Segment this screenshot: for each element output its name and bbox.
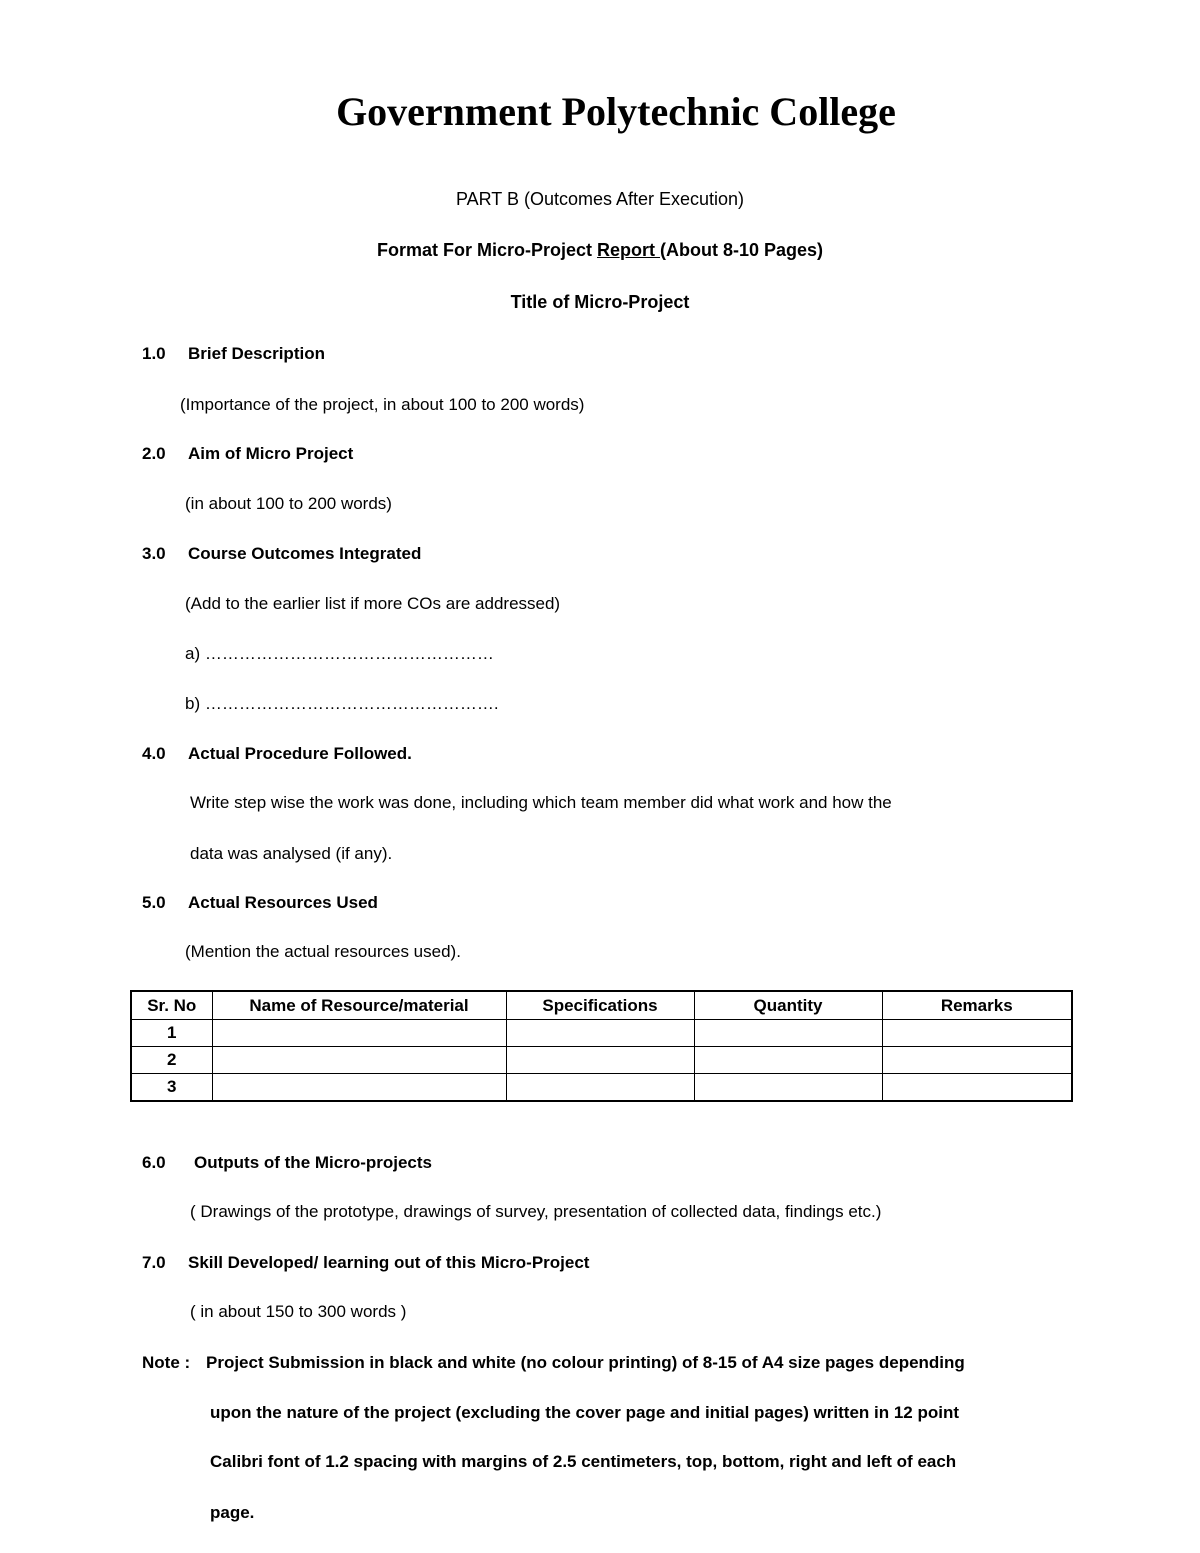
table-cell: 2 xyxy=(131,1047,212,1074)
table-cell xyxy=(882,1074,1072,1102)
section-heading: Skill Developed/ learning out of this Micro-Project xyxy=(188,1253,590,1272)
table-cell xyxy=(212,1020,506,1047)
note-text: Calibri font of 1.2 spacing with margins of 2.5 centimeters, top, bottom, right and left of each xyxy=(210,1452,957,1471)
section-heading: Outputs of the Micro-projects xyxy=(194,1153,432,1172)
format-suffix: (About 8-10 Pages) xyxy=(660,240,824,260)
section-number: 1.0 xyxy=(142,344,166,363)
table-row xyxy=(131,1047,1072,1074)
table-row xyxy=(131,1020,1072,1047)
section-text: (in about 100 to 200 words) xyxy=(185,494,392,513)
column-header: Quantity xyxy=(694,991,882,1020)
table-cell xyxy=(882,1047,1072,1074)
section-number: 4.0 xyxy=(142,744,166,763)
section-heading: Course Outcomes Integrated xyxy=(188,544,422,563)
section-text: (Mention the actual resources used). xyxy=(185,942,461,961)
table-cell xyxy=(694,1020,882,1047)
section-number: 7.0 xyxy=(142,1253,166,1272)
note-label: Note : xyxy=(142,1353,191,1372)
resources-table xyxy=(130,990,1073,1102)
table-header-row xyxy=(131,991,1072,1020)
table-cell xyxy=(694,1074,882,1102)
college-title: Government Polytechnic College xyxy=(336,89,896,134)
section-heading: Actual Procedure Followed. xyxy=(188,744,412,763)
co-item-b: b) ……………………………………………. xyxy=(185,694,499,713)
table-cell: 3 xyxy=(131,1074,212,1102)
table-row xyxy=(131,1074,1072,1102)
column-header: Remarks xyxy=(882,991,1072,1020)
section-text: (Importance of the project, in about 100 to 200 words) xyxy=(180,395,585,414)
format-report-underlined: Report xyxy=(597,240,660,260)
column-header: Name of Resource/material xyxy=(212,991,506,1020)
column-header: Sr. No xyxy=(131,991,212,1020)
note-text: upon the nature of the project (excluding the cover page and initial pages) written in 12 point xyxy=(210,1403,960,1422)
section-text: data was analysed (if any). xyxy=(190,844,393,863)
column-header: Specifications xyxy=(506,991,694,1020)
section-heading: Brief Description xyxy=(188,344,325,363)
table-cell xyxy=(212,1074,506,1102)
table-cell: 1 xyxy=(131,1020,212,1047)
co-item-a: a) …………………………………………… xyxy=(185,644,494,663)
section-heading: Aim of Micro Project xyxy=(188,444,354,463)
section-number: 6.0 xyxy=(142,1153,166,1172)
section-text: (Add to the earlier list if more COs are addressed) xyxy=(185,594,561,613)
section-text: Write step wise the work was done, including which team member did what work and how the xyxy=(190,793,892,812)
format-prefix: Format For Micro-Project xyxy=(376,240,597,260)
table-cell xyxy=(212,1047,506,1074)
table-cell xyxy=(506,1020,694,1047)
section-heading: Actual Resources Used xyxy=(188,893,378,912)
part-heading: PART B (Outcomes After Execution) xyxy=(455,189,745,209)
section-text: ( Drawings of the prototype, drawings of survey, presentation of collected data, findings etc.) xyxy=(190,1202,882,1221)
note-text: Project Submission in black and white (no colour printing) of 8-15 of A4 size pages depending xyxy=(206,1353,965,1372)
micro-project-title-label: Title of Micro-Project xyxy=(510,292,690,312)
section-number: 3.0 xyxy=(142,544,166,563)
section-number: 5.0 xyxy=(142,893,166,912)
format-heading xyxy=(0,240,1200,261)
section-number: 2.0 xyxy=(142,444,166,463)
table-cell xyxy=(694,1047,882,1074)
section-text: ( in about 150 to 300 words ) xyxy=(190,1302,407,1321)
table-cell xyxy=(882,1020,1072,1047)
table-cell xyxy=(506,1047,694,1074)
table-cell xyxy=(506,1074,694,1102)
note-text: page. xyxy=(210,1503,255,1522)
